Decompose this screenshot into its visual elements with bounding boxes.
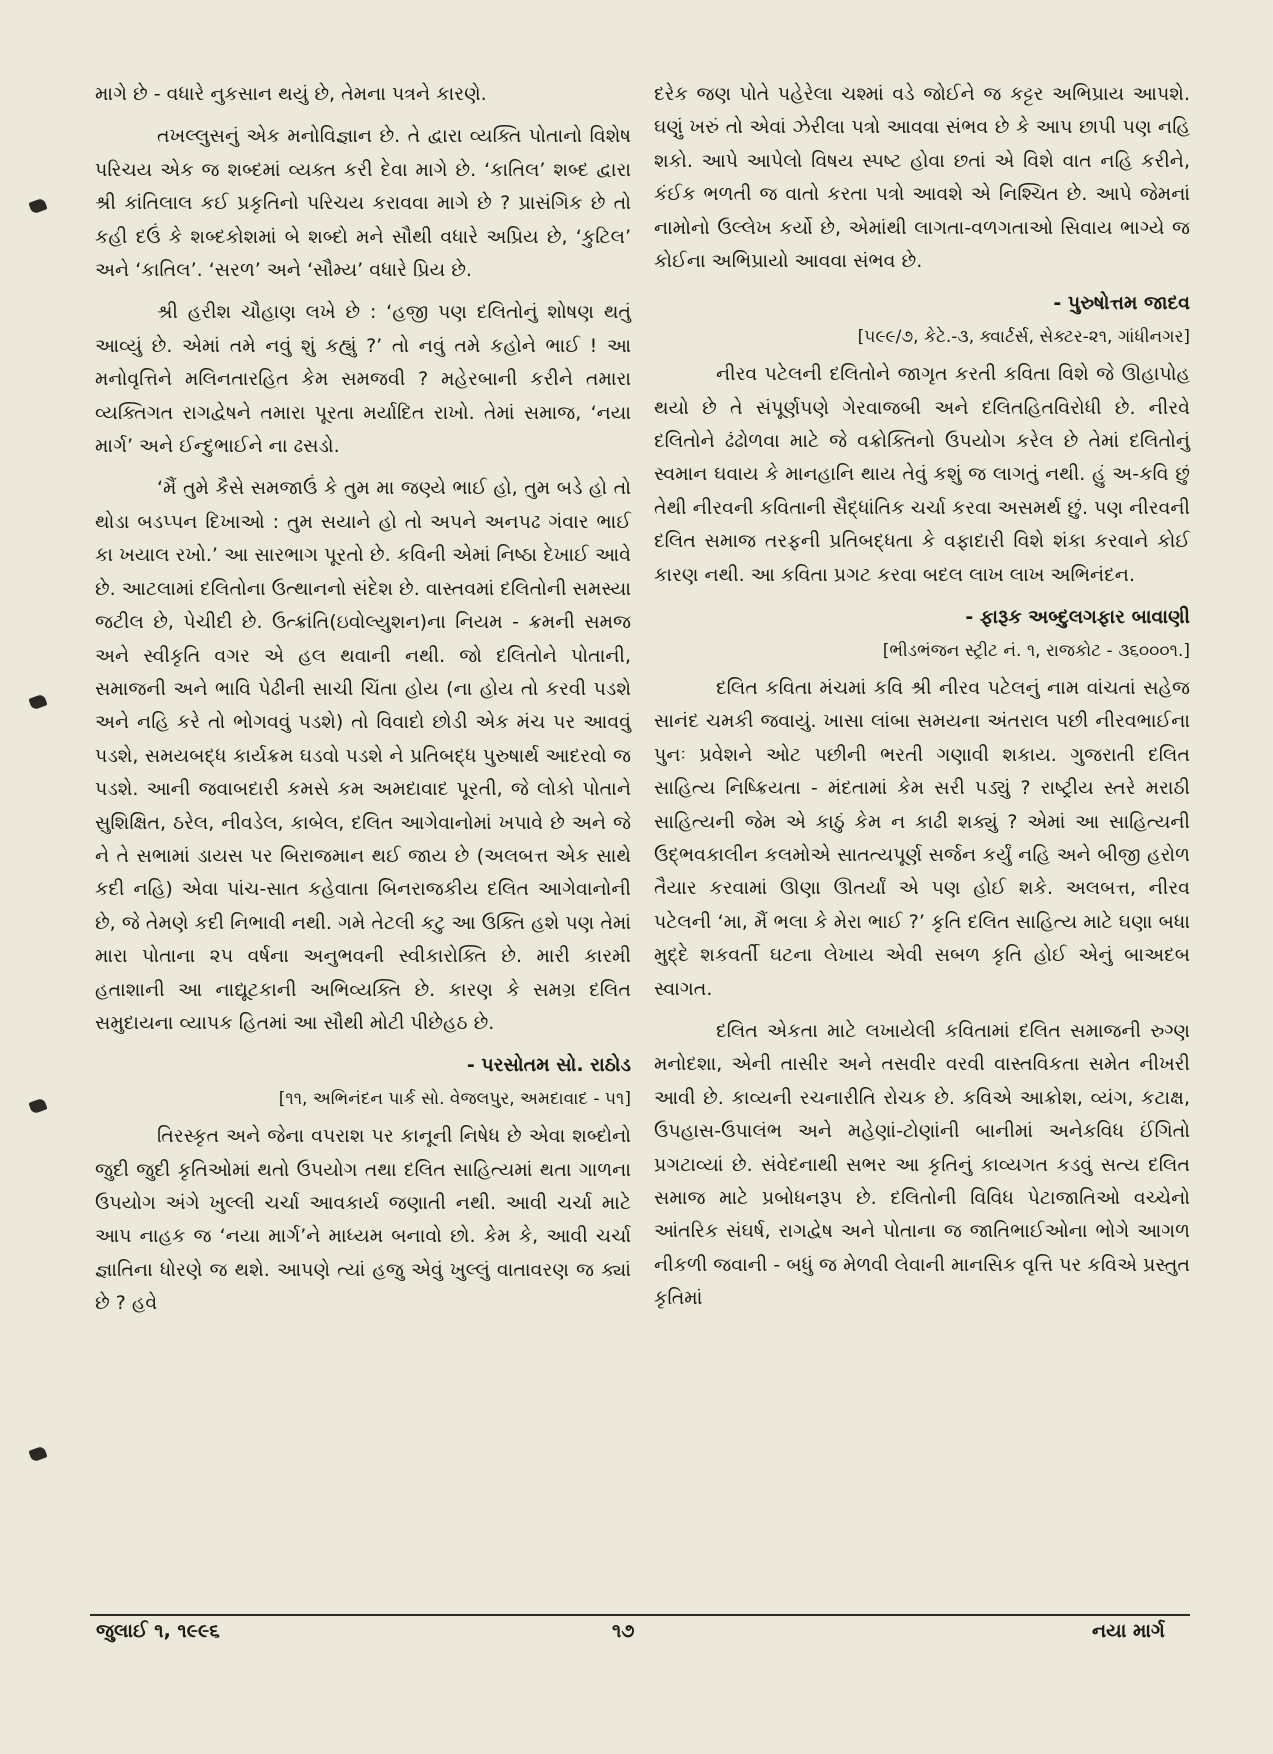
margin-mark [28,1446,47,1463]
paragraph: નીરવ પટેલની દલિતોને જાગૃત કરતી કવિતા વિશે જે ઊહાપોહ થયો છે તે સંપૂર્ણપણે ગેરવાજબી અને દલિતહિતવિરોધી છે. નીરવે દલિતોને ઢંઢોળવા માટે જે વક્રોક્તિનો ઉપયોગ કરેલ છે તેમાં દલિતોનું સ્વમાન ઘવાય કે માનહાનિ થાય તેવું કશું જ લાગતું નથી. હું અ-કવિ છું તેથી નીરવની કવિતાની સૈદ્ધાંતિક ચર્ચા કરવા અસમર્થ છું. પણ નીરવની દલિત સમાજ તરફની પ્રતિબદ્ધતા કે વફાદારી વિશે શંકા કરવાને કોઈ કારણ નથી. આ કવિતા પ્રગટ કરવા બદલ લાખ લાખ અભિનંદન. [654,363,1190,586]
margin-mark [28,198,47,215]
left-column [95,78,631,1330]
paragraph: દલિત એકતા માટે લખાયેલી કવિતામાં દલિત સમાજની રુગ્ણ મનોદશા, એની તાસીર અને તસવીર વરવી વાસ્તવિકતા સમેત નીખરી આવી છે. કાવ્યની રચનારીતિ રોચક છે. કવિએ આક્રોશ, વ્યંગ, કટાક્ષ, ઉપહાસ-ઉપાલંભ અને મહેણાં-ટોણાંની બાનીમાં અનેકવિધ ઈંગિતો પ્રગટાવ્યાં છે. સંવેદનાથી સભર આ કૃતિનું કાવ્યગત કડવું સત્ય દલિત સમાજ માટે પ્રબોધનરૂપ છે. દલિતોની વિવિધ પેટાજાતિઓ વચ્ચેનો આંતરિક સંઘર્ષ, રાગદ્વેષ અને પોતાના જ જાતિભાઈઓના ભોગે આગળ નીકળી જવાની - બધું જ મેળવી લેવાની માનસિક વૃત્તિ પર કવિએ પ્રસ્તુત કૃતિમાં [654,1019,1190,1310]
paragraph: ‘મૈં તુમે કૈસે સમજાઉં કે તુમ મા જણ્યે ભાઈ હો, તુમ બડે હો તો થોડા બડપ્પન દિખાઓ : તુમ સયાને હો તો અપને અનપઢ ગંવાર ભાઈ કા ખયાલ રખો.’ આ સારભાગ પૂરતો છે. કવિની એમાં નિષ્ઠા દેખાઈ આવે છે. આટલામાં દલિતોના ઉત્થાનનો સંદેશ છે. વાસ્તવમાં દલિતોની સમસ્યા જટીલ છે, પેચીદી છે. ઉત્ક્રાંતિ(ઇવોલ્યુશન)ના નિયમ - ક્રમની સમજ અને સ્વીકૃતિ વગર એ હલ થવાની નથી. જો દલિતોને પોતાની, સમાજની અને ભાવિ પેઢીની સાચી ચિંતા હોય (ના હોય તો કરવી પડશે અને નહિ કરે તો ભોગવવું પડશે) તો વિવાદો છોડી એક મંચ પર આવવું પડશે, સમયબદ્ધ કાર્યક્રમ ઘડવો પડશે ને પ્રતિબદ્ધ પુરુષાર્થ આદરવો જ પડશે. આની જવાબદારી કમસે કમ અમદાવાદ પૂરતી, જે લોકો પોતાને સુશિક્ષિત, ઠરેલ, નીવડેલ, કાબેલ, દલિત આગેવાનોમાં ખપાવે છે અને જે ને તે સભામાં ડાયસ પર બિરાજમાન થઈ જાય છે (અલબત્ત એક સાથે કદી નહિ) એવા પાંચ-સાત કહેવાતા બિનરાજકીય દલિત આગેવાનોની છે, જે તેમણે કદી નિભાવી નથી. ગમે તેટલી કટુ આ ઉક્તિ હશે પણ તેમાં મારા પોતાના ૨૫ વર્ષના અનુભવની સ્વીકારોક્તિ છે. મારી કારમી હતાશાની આ નાદ્યૂટકાની અભિવ્યક્તિ છે. કારણ કે સમગ્ર દલિત સમુદાયના વ્યાપક હિતમાં આ સૌથી મોટી પીછેહઠ છે. [95,477,631,1034]
paragraph: તખલ્લુસનું એક મનોવિજ્ઞાન છે. તે દ્વારા વ્યક્તિ પોતાનો વિશેષ પરિચય એક જ શબ્દમાં વ્યક્ત કરી દેવા માગે છે. ‘કાતિલ’ શબ્દ દ્વારા શ્રી કાંતિલાલ કઈ પ્રકૃતિનો પરિચય કરાવવા માગે છે ? પ્રાસંગિક છે તો કહી દઉં કે શબ્દકોશમાં બે શબ્દો મને સૌથી વધારે અપ્રિય છે, ‘કુટિલ’ અને ‘કાતિલ’. ‘સરળ’ અને ‘સૌમ્ય’ વધારે પ્રિય છે. [95,125,631,282]
address: [ભીડભંજન સ્ટ્રીટ નં. ૧, રાજકોટ - ૩૬૦૦૦૧.] [882,640,1190,661]
margin-mark [28,1098,47,1115]
paragraph: માગે છે - વધારે નુકસાન થયું છે, તેમના પત્રને કારણે. [95,83,487,105]
paragraph: તિરસ્કૃત અને જેના વપરાશ પર કાનૂની નિષેધ છે એવા શબ્દોનો જુદી જુદી કૃતિઓમાં થતો ઉપયોગ તથા દલિત સાહિત્યમાં થતા ગાળના ઉપયોગ અંગે ખુલ્લી ચર્ચા આવકાર્ય જણાતી નથી. આવી ચર્ચા માટે આપ નાહક જ ‘નયા માર્ગ’ને માધ્યમ બનાવો છો. કેમ કે, આવી ચર્ચા જ્ઞાતિના ધોરણે જ થશે. આપણે ત્યાં હજુ એવું ખુલ્લું વાતાવરણ જ ક્યાં છે ? હવે [95,1125,631,1315]
signature: - પરસોતમ સો. રાઠોડ [466,1054,631,1077]
signature: - પુરુષોત્તમ જાદવ [1053,292,1190,315]
signature: - ફારૂક અબ્દુલગફાર બાવાણી [965,606,1190,629]
publication-name: નયા માર્ગ [1092,1620,1165,1642]
page-number: ૧૭ [612,1620,635,1642]
address: [૧૧, અભિનંદન પાર્ક સો. વેજલપુર, અમદાવાદ - ૫૧] [278,1088,631,1109]
paragraph: દલિત કવિતા મંચમાં કવિ શ્રી નીરવ પટેલનું નામ વાંચતાં સહેજ સાનંદ ચમકી જવાયું. ખાસા લાંબા સમયના અંતરાલ પછી નીરવભાઈના પુનઃ પ્રવેશને ઓટ પછીની ભરતી ગણાવી શકાય. ગુજરાતી દલિત સાહિત્ય નિષ્ક્રિયતા - મંદતામાં કેમ સરી પડ્યું ? રાષ્ટ્રીય સ્તરે મરાઠી સાહિત્યની જેમ એ કાઠું કેમ ન કાઢી શક્યું ? એમાં આ સાહિત્યની ઉદ્ભવકાલીન કલમોએ સાતત્યપૂર્ણ સર્જન કર્યું નહિ અને બીજી હરોળ તૈયાર કરવામાં ઊણા ઊતર્યાં એ પણ હોઈ શકે. અલબત્ત, નીરવ પટેલની ‘મા, મૈં ભલા કે મેરા ભાઈ ?’ કૃતિ દલિત સાહિત્ય માટે ઘણા બધા મુદ્દે શકવર્તી ઘટના લેખાય એવી સબળ કૃતિ હોઈ એનું બાઅદબ સ્વાગત. [654,676,1190,1000]
paragraph: શ્રી હરીશ ચૌહાણ લખે છે : ‘હજી પણ દલિતોનું શોષણ થતું આવ્યું છે. એમાં તમે નવું શું કહ્યું ?’ તો નવું તમે કહોને ભાઈ ! આ મનોવૃત્તિને મલિનતારહિત કેમ સમજવી ? મહેરબાની કરીને તમારા વ્યક્તિગત રાગદ્વેષને તમારા પૂરતા મર્યાદિત રાખો. તેમાં સમાજ, ‘નયા માર્ગ’ અને ઈન્દુભાઈને ના ઢસડો. [95,301,631,458]
margin-mark [28,694,47,711]
address: [૫૯૯/૭, કેટે.-૩, ક્વાર્ટર્સ, સેક્ટર-૨૧, ગાંધીનગર] [857,326,1190,347]
footer-date: જુલાઈ ૧, ૧૯૯૬ [96,1620,220,1642]
footer-divider [90,1614,1190,1616]
paragraph: દરેક જણ પોતે પહેરેલા ચશ્માં વડે જોઈને જ કટ્ટર અભિપ્રાય આપશે. ઘણું ખરું તો એવાં ઝેરીલા પત્રો આવવા સંભવ છે કે આપ છાપી પણ નહિ શકો. આપે આપેલો વિષય સ્પષ્ટ હોવા છતાં એ વિશે વાત નહિ કરીને, કંઈક ભળતી જ વાતો કરતા પત્રો આવશે એ નિશ્ચિત છે. આપે જેમનાં નામોનો ઉલ્લેખ કર્યો છે, એમાંથી લાગતા-વળગતાઓ સિવાય ભાગ્યે જ કોઈના અભિપ્રાયો આવવા સંભવ છે. [654,83,1190,273]
right-column [654,78,1190,1325]
